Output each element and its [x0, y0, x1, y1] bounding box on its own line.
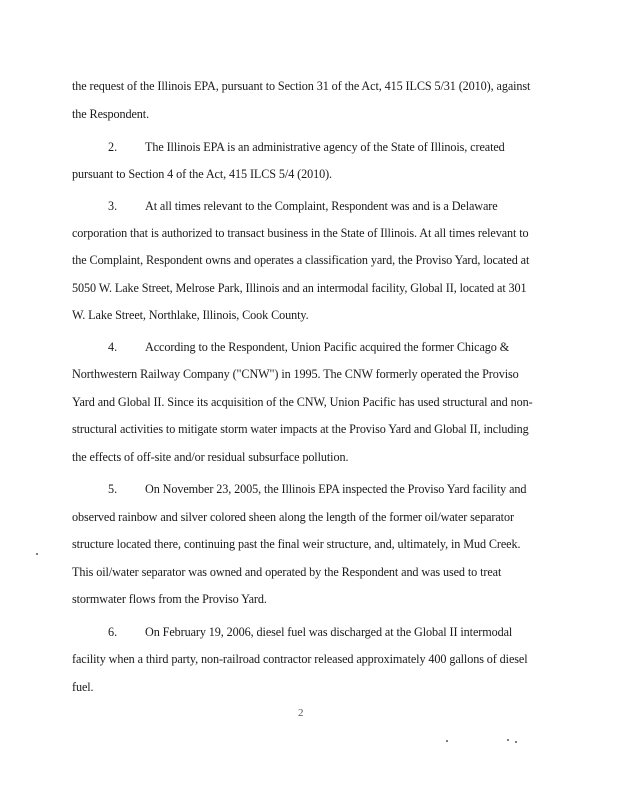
- text-line: fuel.: [72, 680, 94, 694]
- scan-speck: [446, 740, 448, 742]
- text-line: On February 19, 2006, diesel fuel was discharged at the Global II intermodal: [145, 625, 513, 639]
- text-line: structural activities to mitigate storm water impacts at the Proviso Yard and Global II, including: [72, 422, 529, 436]
- text-line: On November 23, 2005, the Illinois EPA inspected the Proviso Yard facility and: [145, 482, 527, 496]
- text-line: 5050 W. Lake Street, Melrose Park, Illinois and an intermodal facility, Global II, located at 301: [72, 281, 527, 295]
- paragraph-number: 4.: [108, 340, 118, 354]
- paragraph-number: 2.: [108, 140, 118, 154]
- text-line: facility when a third party, non-railroad contractor released approximately 400 gallons of diesel: [72, 652, 528, 666]
- text-line: the Respondent.: [72, 107, 150, 121]
- text-line: Yard and Global II. Since its acquisition of the CNW, Union Pacific has used structural and non-: [72, 395, 533, 409]
- text-line: W. Lake Street, Northlake, Illinois, Cook County.: [72, 308, 309, 322]
- text-line: stormwater flows from the Proviso Yard.: [72, 592, 267, 606]
- text-line: Northwestern Railway Company ("CNW") in 1995. The CNW formerly operated the Proviso: [72, 367, 519, 381]
- text-line: the request of the Illinois EPA, pursuant to Section 31 of the Act, 415 ILCS 5/31 (2010), against: [72, 79, 531, 93]
- paragraph-number: 6.: [108, 625, 118, 639]
- text-line: At all times relevant to the Complaint, Respondent was and is a Delaware: [145, 199, 498, 213]
- page-number: 2: [298, 707, 304, 719]
- scan-speck: [36, 553, 38, 555]
- text-line: observed rainbow and silver colored sheen along the length of the former oil/water separator: [72, 510, 514, 524]
- text-line: This oil/water separator was owned and operated by the Respondent and was used to treat: [72, 565, 502, 579]
- paragraph-number: 3.: [108, 199, 118, 213]
- scan-speck: [515, 741, 517, 743]
- scan-speck: [507, 739, 509, 741]
- text-line: The Illinois EPA is an administrative agency of the State of Illinois, created: [145, 140, 505, 154]
- text-line: According to the Respondent, Union Pacific acquired the former Chicago &: [145, 340, 510, 354]
- paragraph-number: 5.: [108, 482, 118, 496]
- text-line: the effects of off-site and/or residual subsurface pollution.: [72, 450, 349, 464]
- text-line: the Complaint, Respondent owns and operates a classification yard, the Proviso Yard, located at: [72, 253, 530, 267]
- text-line: corporation that is authorized to transact business in the State of Illinois. At all times relevant to: [72, 226, 529, 240]
- text-line: structure located there, continuing past the final weir structure, and, ultimately, in Mud Creek.: [72, 537, 521, 551]
- text-line: pursuant to Section 4 of the Act, 415 ILCS 5/4 (2010).: [72, 167, 332, 181]
